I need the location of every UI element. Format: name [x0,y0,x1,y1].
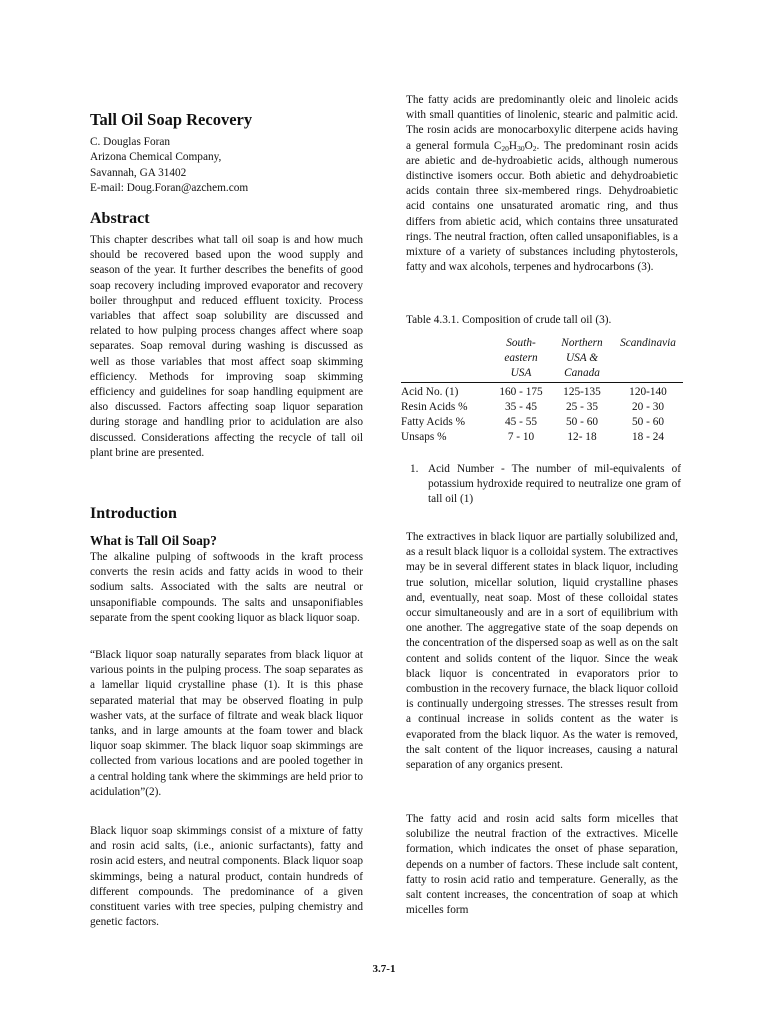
page-number: 3.7-1 [372,963,396,975]
intro-paragraph-1: The alkaline pulping of softwoods in the kraft process converts the resin acids and fatty acids in wood to their sodium salts. Associated with the salts are neutral or unsaponifiable compounds. The salts and unsaponifiables separate from the spent cooking liquor as black liquor soap. [90,551,363,624]
author-name: C. Douglas Foran [90,136,171,148]
table-row: Unsaps % 7 - 10 12- 18 18 - 24 [401,431,664,444]
author-affiliation: Arizona Chemical Company, [90,151,222,164]
table-header-scandinavia: Scandinavia [620,337,676,349]
table-header-empty [401,336,491,382]
intro-paragraph-2: “Black liquor soap naturally separates from black liquor at various points in the pulping process. The soap separates as a lamellar liquid crystalline phase (1). It is this phase separated material that may be observed floating in pulp washer vats, at the surface of filtrate and weak black liquor tanks, and in large amounts at the foam tower and black liquor soap skimmer. The black liquor soap skimmings are collected from various locations and are pooled together in a central holding tank where the skimmings are held prior to acidulation”(2). [90,649,363,798]
author-address: Savannah, GA 31402 [90,166,187,179]
subsection-heading: What is Tall Oil Soap? [90,533,217,548]
introduction-heading: Introduction [90,505,177,522]
table-header-row [401,336,683,382]
table-header-southeastern: South- eastern USA [504,337,538,380]
author-block [90,135,248,196]
table-row: Fatty Acids % 45 - 55 50 - 60 50 - 60 [401,416,664,429]
abstract-heading: Abstract [90,210,150,227]
right-paragraph-2: The extractives in black liquor are partially solubilized and, as a result black liquor is a colloidal system. The extractives may be in several different states in black liquor, including true solution, micellar solution, liquid crystalline phases and, eventually, neat soap. Most of these colloidal states occur simultaneously and are in a sort of equilibrium with one another. The aggregative state of the soap depends on the concentration of the dispersed soap as well as on the salt content and solids content of the liquor. Since the weak black liquor is concentrated in evaporators prior to combustion in the recovery furnace, the black liquor colloid is continually undergoing stresses. The stresses result from a continual increase in solids content as the water is evaporated from the black liquor. As the water is removed, the salt content of the liquor increases, causing a natural separation of any organics present. [406,531,678,772]
rosin-acid-formula: $C_{20}H_{30}O_2$. [493,139,540,153]
paper-title: Tall Oil Soap Recovery [90,110,253,129]
author-email: E-mail: Doug.Foran@azchem.com [90,181,249,194]
footnote-number: 1. [410,463,419,475]
footnote-text: Acid Number - The number of mil-equivalents of potassium hydroxide required to neutralize one gram of tall oil (1) [428,463,681,506]
table-footnote [405,462,681,508]
table-row: Acid No. (1) 160 - 175 125-135 120-140 [401,385,667,398]
abstract-text: This chapter describes what tall oil soap is and how much should be recovered based upon the wood supply and season of the year. It further describes the benefits of good soap recovery including improved evaporator and recovery boiler throughput and reduced effluent toxicity. Process variables that affect soap solubility are discussed and related to how pulping process changes affect where soap separates. Soap removal during washing is discussed as well as those variables that most affect soap skimming efficiency. Methods for improving soap skimming efficiency and guidelines for soap handling equipment are also discussed. Factors affecting soap liquor separation during storage and handling prior to acidulation are also discussed. Considerations affecting the recycle of tall oil plant brine are presented. [90,234,363,459]
right-paragraph-1-part-a: The fatty acids are predominantly oleic and linoleic acids with small quantities of linolenic, stearic and palmitic acid. The rosin acids are monocarboxylic diterpene acids having a general formula [406,94,678,152]
right-paragraph-3: The fatty acid and rosin acid salts form micelles that solubilize the neutral fraction of the extractives. Micelle formation, which indicates the onset of phase separation, depends on a number of factors. These include salt content, fatty to rosin acid ratio and temperature. Generally, as the salt content increases, the concentration of soap at which micelles form [406,813,678,917]
table-header-northern: Northern USA & Canada [561,337,603,380]
right-paragraph-1 [406,93,678,275]
right-paragraph-1-part-b: The predominant rosin acids are abietic and de-hydroabietic acids, although numerous distinctive isomers occur. Both abietic and dehydroabietic acids contain three six-membered rings. Dehydroabietic acid contains one unsaturated aromatic ring, and thus differs from abietic acid, which contains three unsaturated rings. The neutral fraction, often called unsaponifiables, is a mixture of a variety of substances including phytosterols, fatty and wax alcohols, terpenes and hydrocarbons (3). [406,139,678,274]
table-caption: Table 4.3.1. Composition of crude tall oil (3). [406,314,612,326]
table-row: Resin Acids % 35 - 45 25 - 35 20 - 30 [401,400,664,413]
intro-paragraph-3: Black liquor soap skimmings consist of a mixture of fatty and rosin acid salts, (i.e., anionic surfactants), fatty and rosin acid esters, and neutral components. Black liquor soap skimmings, being a natural product, contain hundreds of different compounds. The predominance of a given constituent varies with tree species, pulping chemistry and genetic factors. [90,825,363,929]
composition-table [401,336,683,445]
